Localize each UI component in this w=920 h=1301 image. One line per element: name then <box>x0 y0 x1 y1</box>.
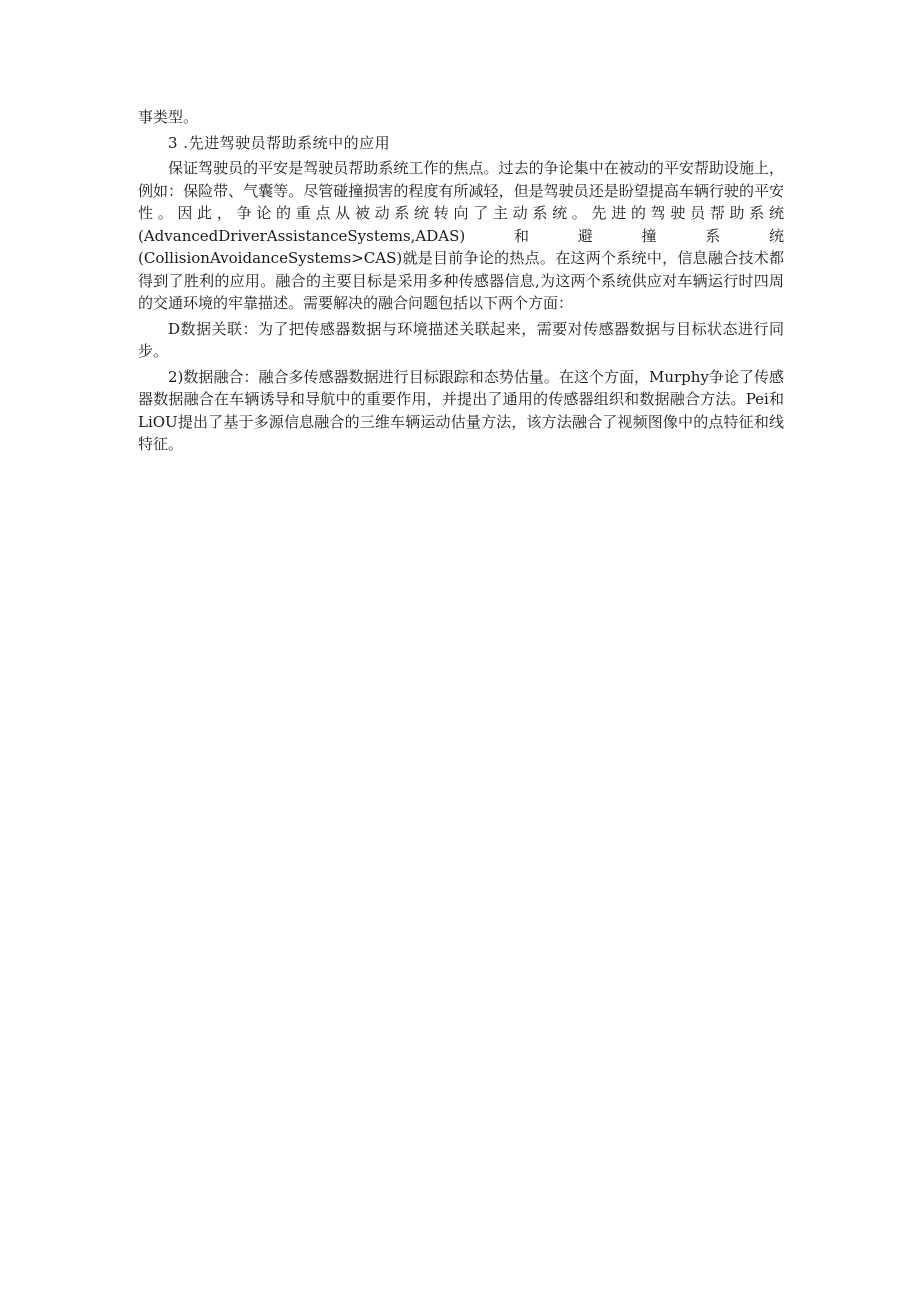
section-heading: 3 .先进驾驶员帮助系统中的应用 <box>168 133 391 152</box>
paragraph-adas-intro: 保证驾驶员的平安是驾驶员帮助系统工作的焦点。过去的争论集中在被动的平安帮助设施上，例如：保险带、气囊等。尽管碰撞损害的程度有所减轻，但是驾驶员还是盼望提高车辆行驶的平安性。因此，争论的重点从被动系统转向了主动系统。先进的驾驶员帮助系统(AdvancedDriverAssistanceSystems,ADAS)和避撞系统(CollisionAvoidanceSystems>CAS)就是目前争论的热点。在这两个系统中，信息融合技术都得到了胜利的应用。融合的主要目标是采用多种传感器信息,为这两个系统供应对车辆运行时四周的交通环境的牢靠描述。需要解决的融合问题包括以下两个方面： <box>138 159 784 312</box>
document-body <box>138 106 784 459</box>
paragraph-data-association: D数据关联：为了把传感器数据与环境描述关联起来，需要对传感器数据与目标状态进行同步。 <box>138 319 784 360</box>
paragraph-continuation: 事类型。 <box>138 108 199 126</box>
paragraph-data-fusion: 2)数据融合：融合多传感器数据进行目标跟踪和态势估量。在这个方面，Murphy争论了传感器数据融合在车辆诱导和导航中的重要作用，并提出了通用的传感器组织和数据融合方法。Pei和LiOU提出了基于多源信息融合的三维车辆运动估量方法，该方法融合了视频图像中的点特征和线特征。 <box>138 367 784 453</box>
